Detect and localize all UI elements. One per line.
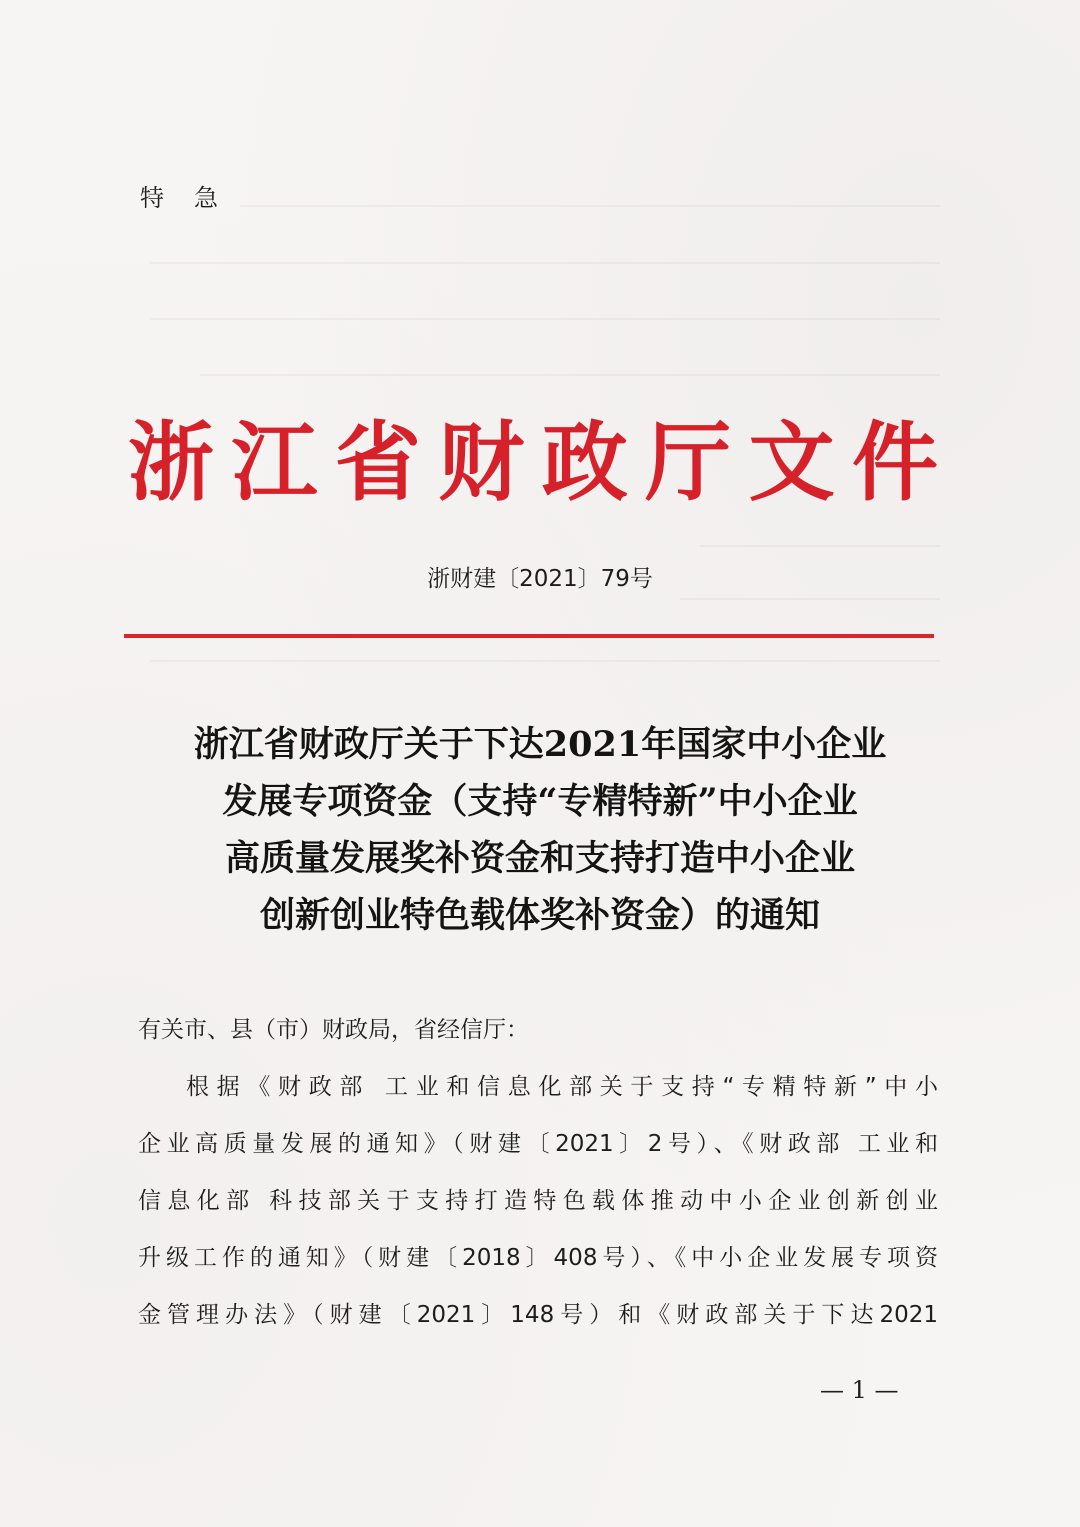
body-line: 金管理办法》（财建〔2021〕148号）和《财政部关于下达2021: [138, 1302, 938, 1328]
letterhead-title: 浙江省财政厅文件: [128, 412, 938, 513]
bleed-through-mark: [150, 318, 940, 320]
body-line: 根据《财政部 工业和信息化部关于支持“专精特新”中小: [186, 1074, 938, 1100]
red-divider-line: [124, 634, 934, 638]
page-number: — 1 —: [820, 1376, 899, 1404]
bleed-through-mark: [150, 660, 940, 662]
body-line: 企业高质量发展的通知》（财建〔2021〕2号）、《财政部 工业和: [138, 1131, 938, 1157]
bleed-through-mark: [680, 598, 940, 600]
title-line: 浙江省财政厅关于下达2021年国家中小企业: [193, 724, 887, 765]
body-line: 升级工作的通知》（财建〔2018〕408号）、《中小企业发展专项资: [138, 1245, 938, 1271]
title-line: 发展专项资金（支持“专精特新”中小企业: [222, 781, 858, 822]
body-line: 信息化部 科技部关于支持打造特色载体推动中小企业创新创业: [138, 1188, 938, 1214]
urgency-label: 特急: [140, 184, 248, 212]
salutation: 有关市、县（市）财政局，省经信厅：: [138, 1017, 529, 1043]
document-number: 浙财建〔2021〕79号: [427, 566, 653, 592]
bleed-through-mark: [200, 374, 940, 376]
body-text: [138, 1002, 938, 1344]
bleed-through-mark: [240, 205, 940, 207]
title-line: 高质量发展奖补资金和支持打造中小企业: [224, 838, 855, 879]
title-line: 创新创业特色载体奖补资金）的通知: [259, 895, 820, 936]
notice-title: [130, 716, 950, 944]
bleed-through-mark: [700, 545, 940, 547]
bleed-through-mark: [150, 262, 940, 264]
